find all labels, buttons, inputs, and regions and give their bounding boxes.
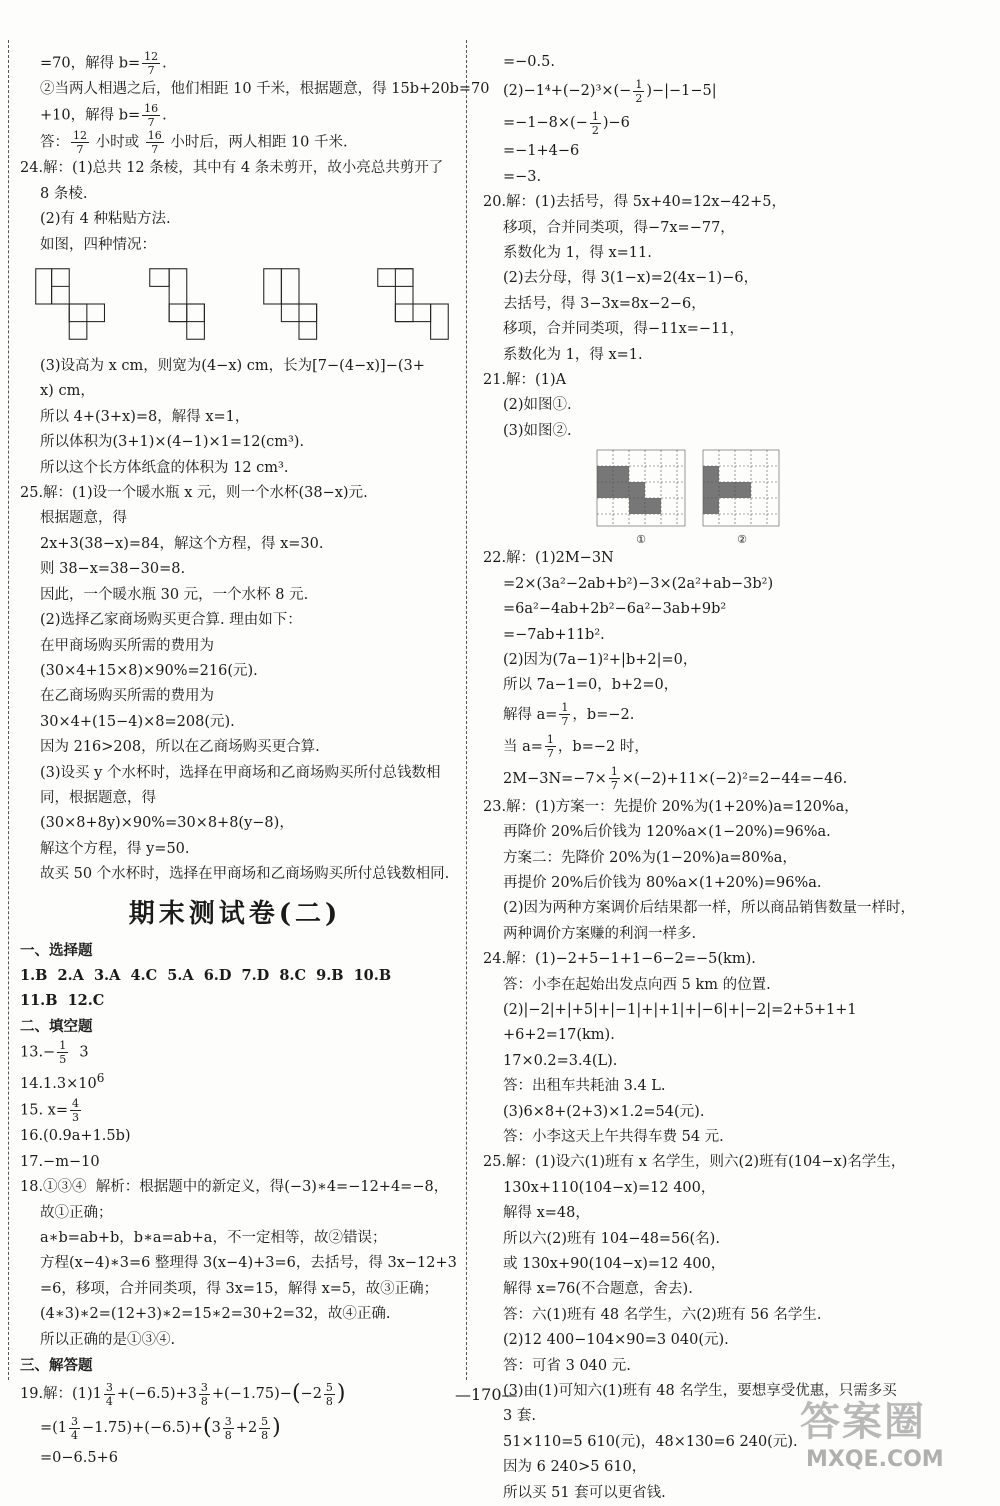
text-line: 130x+110(104−x)=12 400， [503, 1179, 716, 1196]
text-line: 同，根据题意，得 [40, 789, 156, 806]
box-net-figures [34, 262, 450, 346]
text-line: 因为 216>208，所以在乙商场购买更合算. [40, 739, 320, 756]
text-line: 系数化为 1，得 x=11. [503, 245, 652, 262]
grid-figure-2-drawing [699, 446, 785, 530]
denominator: 8 [200, 1394, 208, 1408]
fraction [545, 733, 556, 760]
text-line [20, 1039, 450, 1066]
text-line: =(1 $\frac{3}{4}$ −1.75)+(−6.5)+(3 $\frac{3}{8}$ +2 $\frac{5}{8}$ ) [40, 1414, 281, 1442]
watermark-text: 答案圈 [800, 1399, 926, 1445]
text: ×(−2)+11×(−2)²=2−44=−46. [621, 770, 848, 787]
denominator: 4 [105, 1394, 113, 1408]
text: )−|−1−5| [646, 83, 717, 100]
text-line: 故买 50 个水杯时，选择在甲商场和乙商场购买所付总钱数相同. [40, 866, 450, 883]
fraction [69, 1415, 80, 1442]
fraction [71, 129, 89, 156]
section-heading: 三、解答题 [20, 1357, 93, 1375]
question-22-line: 22.解：(1)2M−3N [483, 550, 614, 567]
text-line: =6a²−4ab+2b²−6a²−3ab+9b² [503, 601, 727, 618]
section-heading: 二、填空题 [20, 1017, 93, 1035]
denominator: 8 [224, 1428, 232, 1442]
denominator: 7 [147, 116, 155, 130]
section-heading: 一、选择题 [20, 941, 93, 959]
question-21-line: 21.解：(1)A [483, 372, 567, 389]
fraction [259, 1415, 270, 1442]
question-25-line: 25.解：(1)设一个暖水瓶 x 元，则一个水杯(38−x)元. [20, 485, 368, 502]
text-line: =−1+4−6 [503, 143, 580, 160]
fraction [70, 1097, 81, 1124]
text: 小时或 [91, 134, 144, 151]
text-line: (4∗3)∗2=(12+3)∗2=15∗2=30+2=32，故④正确. [40, 1306, 391, 1323]
text: ，b=−2. [572, 706, 635, 723]
fraction [199, 1381, 210, 1408]
numerator: 5 [325, 1380, 333, 1394]
fraction [142, 50, 160, 77]
text-line: 两种调价方案赚的利润一样多. [503, 925, 697, 942]
text-line: 答：可省 3 040 元. [503, 1357, 631, 1374]
text: ，b=−2 时， [557, 738, 649, 755]
text-line: (2)选择乙家商场购买更合算. 理由如下： [40, 612, 302, 629]
denominator: 3 [72, 1111, 79, 1125]
text-line: 答：六(1)班有 48 名学生，六(2)班有 56 名学生. [503, 1306, 822, 1323]
text-line [483, 731, 913, 763]
numerator: 16 [147, 129, 162, 143]
question-20-line: 20.解：(1)去括号，得 5x+40=12x−42+5， [483, 194, 786, 211]
text-line: (3)如图②. [503, 422, 572, 439]
text-line: (3)6×8+(2+3)×1.2=54(元). [503, 1103, 705, 1120]
column-divider [466, 40, 467, 1380]
denominator: 4 [71, 1428, 79, 1442]
text-line: (30×8+8y)×90%=30×8+8(y−8)， [40, 815, 294, 832]
text-line: =−3. [503, 168, 542, 185]
text-line: 答：小李在起始出发点向西 5 km 的位置. [503, 976, 771, 993]
text-line: 则 38−x=38−30=8. [40, 561, 186, 578]
text-line: (3)设买 y 个水杯时，选择在甲商场和乙商场购买所付总钱数相 [40, 764, 441, 781]
denominator: 8 [261, 1428, 269, 1442]
text: (2)−1⁴+(−2)³×(− [503, 83, 632, 100]
numerator: 5 [261, 1414, 269, 1428]
text-line: +10，解得 b= $\frac{16}{7}$ . [40, 102, 167, 130]
numerator: 12 [144, 50, 159, 63]
text-line: 所以正确的是①③④. [40, 1331, 176, 1348]
denominator: 7 [561, 715, 569, 729]
text-line: (2)|−2|+|+5|+|−1|+|+1|+|−6|+|−2|=2+5+1+1 [503, 1001, 857, 1018]
net-figure-3 [262, 262, 336, 346]
text-line: =−7ab+11b². [503, 626, 605, 643]
text-line: (2)因为(7a−1)²+|b+2|=0， [503, 651, 698, 668]
text: 解得 a= [503, 706, 558, 723]
text-line: (2)去分母，得 3(1−x)=2(4x−1)−6， [503, 270, 759, 287]
text: 答： [40, 134, 69, 151]
text-line: (3)设高为 x cm，则宽为(4−x) cm，长为[7−(4−x)]−(3+ [40, 358, 425, 375]
text-line: x) cm， [40, 383, 95, 400]
text-line: 在甲商场购买所需的费用为 [40, 637, 214, 654]
text-line: (3)由(1)可知六(1)班有 48 名学生，要想享受优惠，只需多买 [503, 1383, 897, 1400]
text: 13.− [20, 1044, 56, 1061]
text-line [20, 1066, 450, 1097]
numerator: 3 [71, 1414, 79, 1428]
text-line: ②当两人相遇之后，他们相距 10 千米，根据题意，得 15b+20b=70 [40, 81, 490, 97]
text-line: (2)因为两种方案调价后结果都一样，所以商品销售数量一样时， [503, 900, 916, 917]
text-line: =6，移项，合并同类项，得 3x=15，解得 x=5，故③正确； [40, 1280, 439, 1297]
text-line: 51×110=5 610(元)，48×130=6 240(元). [503, 1433, 798, 1450]
text-line: 3 套. [503, 1408, 536, 1425]
numerator: 1 [591, 109, 599, 123]
fraction [146, 129, 164, 156]
grid-figure-1 [593, 446, 689, 546]
text-line: 答：小李这天上午共得车费 54 元. [503, 1129, 724, 1145]
numerator: 3 [200, 1380, 208, 1394]
fraction [609, 765, 620, 792]
text-line: =2×(3a²−2ab+b²)−3×(2a²+ab−3b²) [503, 575, 774, 592]
fraction [324, 1381, 335, 1408]
text-line: =−0.5. [503, 54, 555, 70]
text-line: a∗b=ab+b，b∗a=ab+a，不一定相等，故②错误； [40, 1230, 387, 1247]
text: 2M−3N=−7× [503, 770, 607, 787]
denominator: 7 [610, 779, 618, 793]
text-line: 答：出租车共耗油 3.4 L. [503, 1078, 666, 1095]
text: )−6 [602, 115, 630, 132]
text-line: 再降价 20%后价钱为 120%a×(1−20%)=96%a. [503, 824, 831, 841]
fraction [57, 1039, 68, 1066]
text: =(1 [40, 1420, 68, 1437]
left-margin-rule [8, 40, 9, 1380]
fraction [633, 78, 644, 105]
grid-figure-2-label: ② [737, 533, 747, 547]
numerator: 3 [105, 1380, 113, 1394]
text-line: 所以 7a−1=0，b+2=0， [503, 677, 679, 694]
text-line: 2x+3(38−x)=84，解这个方程，得 x=30. [40, 535, 324, 552]
text-line: 17.−m−10 [20, 1153, 100, 1170]
denominator: 7 [76, 143, 84, 157]
text-line: 所以 4+(3+x)=8，解得 x=1， [40, 408, 250, 425]
denominator: 7 [151, 143, 159, 157]
grid-figure-2 [699, 446, 785, 546]
text: =70，解得 b= [40, 55, 141, 72]
text-line: 故①正确； [40, 1204, 113, 1221]
denominator: 7 [147, 64, 155, 77]
denominator: 2 [591, 123, 599, 137]
text: 当 a= [503, 738, 543, 755]
text-line: =0−6.5+6 [40, 1450, 118, 1467]
text: 小时后，两人相距 10 千米. [165, 134, 348, 151]
fraction [104, 1381, 115, 1408]
grid-figure-1-drawing [593, 446, 689, 530]
denominator: 2 [635, 91, 643, 105]
text-line: 所以六(2)班有 104−48=56(名). [503, 1230, 720, 1247]
denominator: 7 [546, 747, 554, 761]
text-line: 因此，一个暖水瓶 30 元，一个水杯 8 元. [40, 586, 309, 603]
text: 15. x= [20, 1102, 68, 1119]
text-line: 或 130x+90(104−x)=12 400， [503, 1256, 726, 1273]
text-line: 在乙商场购买所需的费用为 [40, 688, 214, 705]
text-line: 所以体积为(3+1)×(4−1)×1=12(cm³). [40, 434, 305, 451]
grid-figures [593, 446, 913, 546]
text-line: 移项，合并同类项，得−11x=−11， [503, 321, 745, 338]
text-line: =70，解得 b= $\frac{12}{7}$ . [40, 50, 167, 77]
page-number: —170— [455, 1385, 518, 1404]
text-line: 去括号，得 3−3x=8x−2−6， [503, 295, 706, 312]
text-line [483, 699, 913, 731]
fraction [142, 102, 160, 129]
text-line: 如图，四种情况： [40, 236, 156, 253]
question-23-line: 23.解：(1)方案一：先提价 20%为(1+20%)a=120%a， [483, 798, 859, 815]
text: 3 [70, 1044, 89, 1061]
numerator: 1 [635, 77, 643, 91]
text-line: 1.B 2.A 3.A 4.C 5.A 6.D 7.D 8.C 9.B 10.B [20, 966, 392, 984]
text-line: (30×4+15×8)×90%=216(元). [40, 662, 258, 679]
numerator: 1 [546, 733, 554, 747]
fraction [590, 110, 601, 137]
text: 19.解：(1)1 [20, 1386, 102, 1403]
text-line: 解得 x=76(不合题意，舍去). [503, 1281, 693, 1298]
denominator: 8 [325, 1394, 333, 1408]
text-line [483, 763, 913, 795]
text-line: 方案二：先降价 20%为(1−20%)a=80%a， [503, 849, 797, 866]
text: =−1−8×(− [503, 115, 588, 132]
text-line: 方程(x−4)∗3=6 整理得 3(x−4)+3=6，去括号，得 3x−12+3 [40, 1255, 457, 1272]
text-line: 系数化为 1，得 x=1. [503, 346, 643, 363]
text-line [483, 107, 913, 139]
right-column [483, 50, 916, 1506]
exponent: 6 [96, 1071, 105, 1086]
fraction [559, 701, 570, 728]
text-line: (2)如图①. [503, 397, 572, 414]
text-line: 30×4+(15−4)×8=208(元). [40, 713, 235, 730]
text-line: 再提价 20%后价钱为 80%a×(1+20%)=96%a. [503, 874, 822, 891]
text-line: 因为 6 240>5 610， [503, 1459, 647, 1476]
text-line: 11.B 12.C [20, 992, 105, 1010]
watermark-url: MXQE.COM [806, 1447, 944, 1472]
net-figure-2 [148, 262, 222, 346]
text-line: 8 条棱. [40, 185, 88, 202]
text-line: 19.解：(1)1 $\frac{3}{4}$ +(−6.5)+3 $\frac{3}{8}$ +(−1.75)−(−2 $\frac{5}{8}$ ) [20, 1380, 346, 1408]
numerator: 16 [144, 102, 159, 116]
net-figure-4 [376, 262, 450, 346]
numerator: 1 [59, 1039, 67, 1053]
numerator: 3 [224, 1414, 232, 1428]
denominator: 5 [59, 1053, 67, 1067]
question-24-line: 24.解：(1)总共 12 条棱，其中有 4 条未剪开，故小亮总共剪开了 [20, 160, 444, 177]
text-line: 所以买 51 套可以更省钱. [503, 1484, 666, 1501]
numerator: 4 [72, 1097, 79, 1111]
text-line: 17×0.2=3.4(L). [503, 1052, 618, 1069]
text-line: (2)有 4 种粘贴方法. [40, 211, 171, 228]
text-line: +6+2=17(km). [503, 1027, 615, 1044]
watermark [800, 1390, 1000, 1471]
numerator: 1 [561, 701, 569, 715]
text-line: 根据题意，得 [40, 510, 127, 527]
text-line: (2)12 400−104×90=3 040(元). [503, 1332, 729, 1349]
text: +10，解得 b= [40, 107, 141, 124]
text-line: 移项，合并同类项，得−7x=−77， [503, 219, 735, 236]
exam-title: 期末测试卷(二) [128, 898, 342, 929]
text-line: 16.(0.9a+1.5b) [20, 1128, 131, 1145]
text-line: 解这个方程，得 y=50. [40, 840, 190, 857]
text-line [20, 129, 450, 156]
text-line [20, 1097, 450, 1124]
question-24-line: 24.解：(1)−2+5−1+1−6−2=−5(km). [483, 951, 756, 968]
grid-figure-1-label: ① [636, 533, 646, 547]
text-line: 18.①③④ 解析：根据题中的新定义，得(−3)∗4=−12+4=−8， [20, 1179, 449, 1196]
fraction [223, 1415, 234, 1442]
text: 14.1.3×10 [20, 1076, 97, 1093]
text-line: 所以这个长方体纸盒的体积为 12 cm³. [40, 459, 289, 476]
numerator: 1 [610, 765, 618, 779]
numerator: 12 [73, 129, 87, 143]
question-25-line: 25.解：(1)设六(1)班有 x 名学生，则六(2)班有(104−x)名学生， [483, 1154, 906, 1171]
net-figure-1 [34, 262, 108, 346]
text-line [483, 75, 913, 107]
text-line: 解得 x=48， [503, 1205, 590, 1222]
